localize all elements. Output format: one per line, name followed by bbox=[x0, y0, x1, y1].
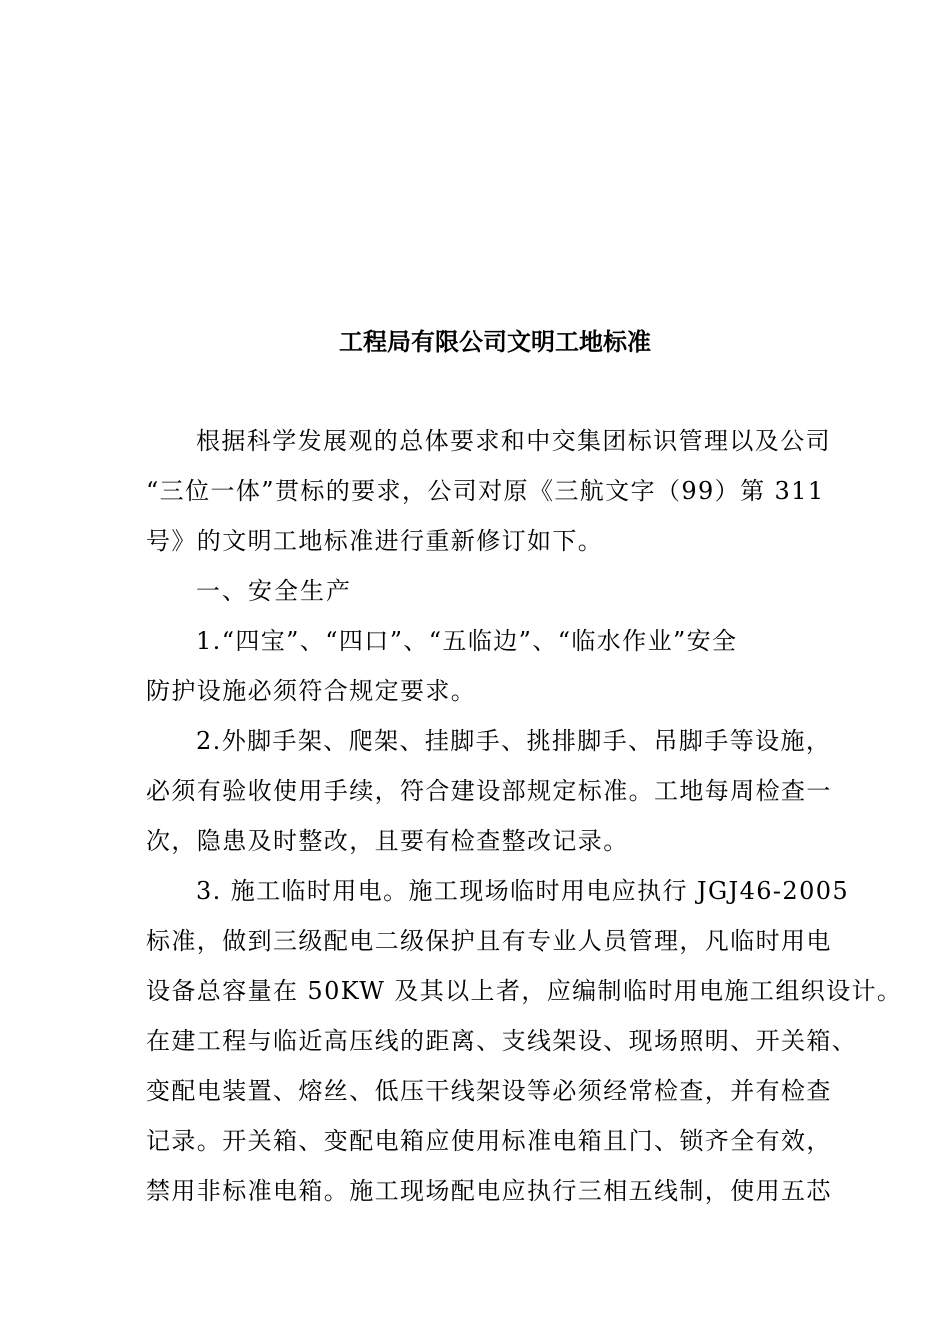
item-2-line-3: 次，隐患及时整改，且要有检查整改记录。 bbox=[146, 827, 629, 855]
document-title: 工程局有限公司文明工地标准 bbox=[339, 328, 651, 356]
item-2-line-2: 必须有验收使用手续，符合建设部规定标准。工地每周检查一 bbox=[146, 777, 832, 805]
intro-line-3: 号》的文明工地标准进行重新修订如下。 bbox=[146, 527, 604, 555]
intro-line-1: 根据科学发展观的总体要求和中交集团标识管理以及公司 bbox=[196, 427, 831, 455]
item-3-line-4: 在建工程与临近高压线的距离、支线架设、现场照明、开关箱、 bbox=[146, 1027, 858, 1055]
item-2-line-1: 2.外脚手架、爬架、挂脚手、挑排脚手、吊脚手等设施， bbox=[196, 727, 832, 755]
item-3-line-3: 设备总容量在 50KW 及其以上者，应编制临时用电施工组织设计。 bbox=[146, 977, 903, 1005]
intro-line-2: “三位一体”贯标的要求，公司对原《三航文字（99）第 311 bbox=[146, 477, 825, 505]
item-3-line-5: 变配电装置、熔丝、低压干线架设等必须经常检查，并有检查 bbox=[146, 1077, 832, 1105]
item-3-line-7: 禁用非标准电箱。施工现场配电应执行三相五线制，使用五芯 bbox=[146, 1177, 832, 1205]
section-heading-safety: 一、安全生产 bbox=[196, 577, 352, 605]
item-3-line-2: 标准，做到三级配电二级保护且有专业人员管理，凡临时用电 bbox=[146, 927, 832, 955]
item-1-line-1: 1.“四宝”、“四口”、“五临边”、“临水作业”安全 bbox=[196, 627, 738, 655]
item-3-line-1: 3. 施工临时用电。施工现场临时用电应执行 JGJ46-2005 bbox=[196, 877, 850, 905]
item-3-line-6: 记录。开关箱、变配电箱应使用标准电箱且门、锁齐全有效， bbox=[146, 1127, 832, 1155]
item-1-line-2: 防护设施必须符合规定要求。 bbox=[146, 677, 477, 705]
